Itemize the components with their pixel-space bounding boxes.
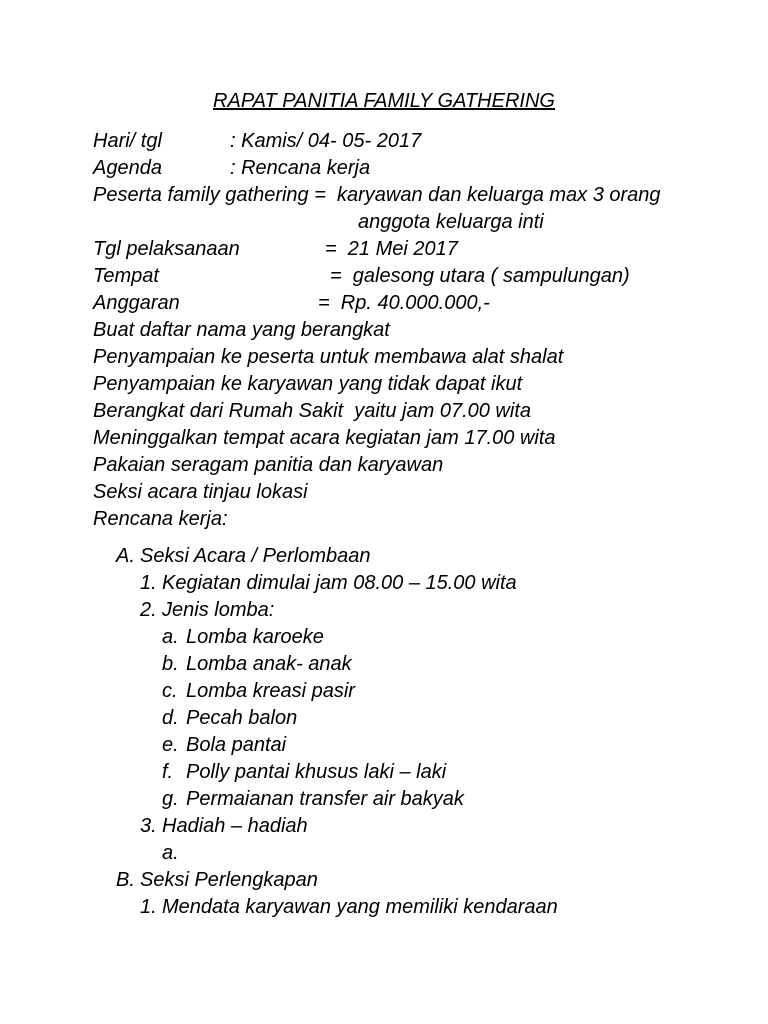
list-marker: 1. bbox=[140, 896, 157, 918]
sublist-marker: d. bbox=[162, 707, 179, 729]
list-marker: 3. bbox=[140, 815, 157, 837]
note-line: Penyampaian ke karyawan yang tidak dapat ikut bbox=[93, 373, 523, 395]
anggaran-label: Anggaran bbox=[93, 292, 180, 314]
sublist-item: Permaianan transfer air bakyak bbox=[186, 788, 464, 810]
section-b-marker: B. bbox=[116, 869, 135, 891]
peserta-continuation: anggota keluarga inti bbox=[358, 211, 544, 233]
note-line: Buat daftar nama yang berangkat bbox=[93, 319, 390, 341]
sublist-marker: g. bbox=[162, 788, 179, 810]
sublist-item: Polly pantai khusus laki – laki bbox=[186, 761, 447, 783]
anggaran-value: = Rp. 40.000.000,- bbox=[318, 292, 490, 314]
section-a-title: Seksi Acara / Perlombaan bbox=[140, 545, 371, 567]
note-line: Seksi acara tinjau lokasi bbox=[93, 481, 308, 503]
section-b-title: Seksi Perlengkapan bbox=[140, 869, 318, 891]
sublist-marker: a. bbox=[162, 842, 179, 864]
sublist-marker: b. bbox=[162, 653, 179, 675]
list-item: Kegiatan dimulai jam 08.00 – 15.00 wita bbox=[162, 572, 517, 594]
sublist-item: Lomba anak- anak bbox=[186, 653, 352, 675]
note-line: Berangkat dari Rumah Sakit yaitu jam 07.00 wita bbox=[93, 400, 531, 422]
note-line: Meninggalkan tempat acara kegiatan jam 17.00 wita bbox=[93, 427, 556, 449]
note-line: Pakaian seragam panitia dan karyawan bbox=[93, 454, 444, 476]
sublist-item: Lomba karoeke bbox=[186, 626, 324, 648]
tempat-value: = galesong utara ( sampulungan) bbox=[330, 265, 630, 287]
sublist-marker: a. bbox=[162, 626, 179, 648]
sublist-item: Lomba kreasi pasir bbox=[186, 680, 355, 702]
document-title: RAPAT PANITIA FAMILY GATHERING bbox=[213, 90, 555, 112]
list-marker: 2. bbox=[140, 599, 157, 621]
tgl-label: Tgl pelaksanaan bbox=[93, 238, 240, 260]
peserta-line: Peserta family gathering = karyawan dan keluarga max 3 orang bbox=[93, 184, 661, 206]
agenda-value: : Rencana kerja bbox=[230, 157, 371, 179]
agenda-label: Agenda bbox=[93, 157, 162, 179]
section-a-marker: A. bbox=[116, 545, 135, 567]
sublist-marker: c. bbox=[162, 680, 178, 702]
note-line: Penyampaian ke peserta untuk membawa alat shalat bbox=[93, 346, 564, 368]
hari-label: Hari/ tgl bbox=[93, 130, 162, 152]
sublist-marker: e. bbox=[162, 734, 179, 756]
sublist-marker: f. bbox=[162, 761, 174, 783]
tempat-label: Tempat bbox=[93, 265, 159, 287]
list-item: Hadiah – hadiah bbox=[162, 815, 308, 837]
list-item: Jenis lomba: bbox=[162, 599, 275, 621]
hari-value: : Kamis/ 04- 05- 2017 bbox=[230, 130, 422, 152]
list-item: Mendata karyawan yang memiliki kendaraan bbox=[162, 896, 558, 918]
tgl-value: = 21 Mei 2017 bbox=[325, 238, 458, 260]
sublist-item: Bola pantai bbox=[186, 734, 287, 756]
sublist-item: Pecah balon bbox=[186, 707, 298, 729]
list-marker: 1. bbox=[140, 572, 157, 594]
note-line: Rencana kerja: bbox=[93, 508, 228, 530]
